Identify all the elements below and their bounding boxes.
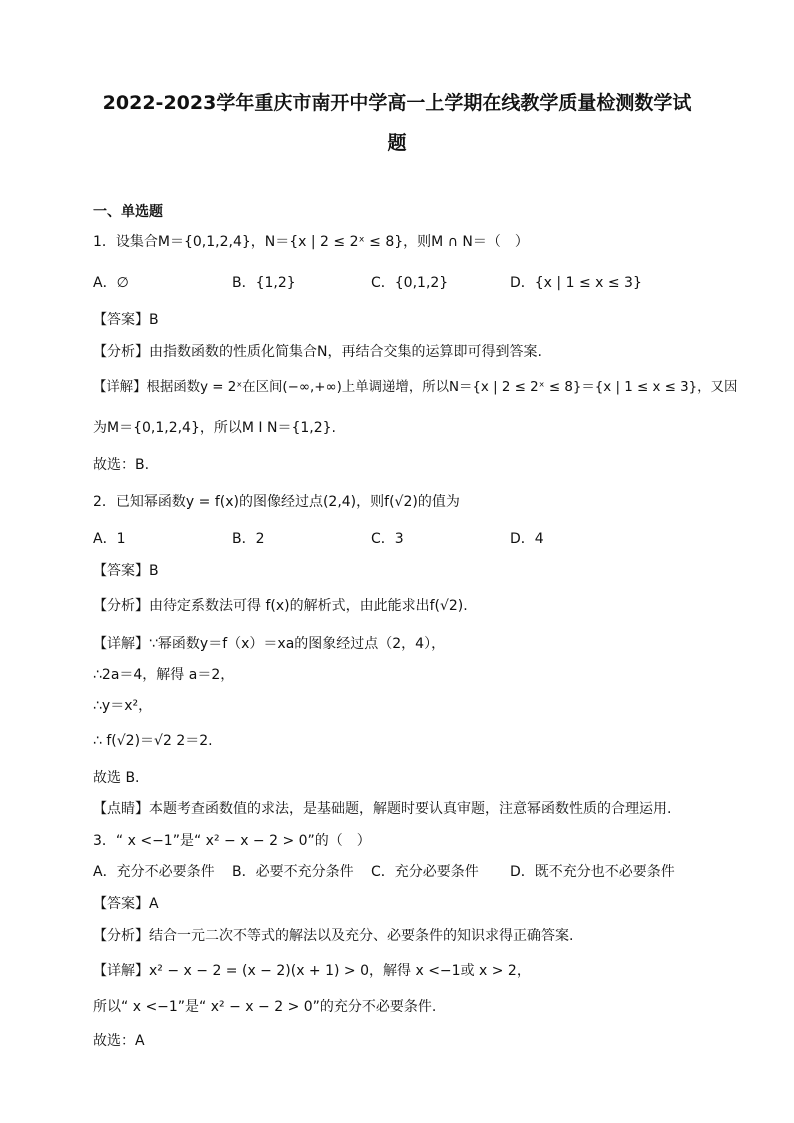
q2-answer: 【答案】B [93,563,159,579]
q3-detail-line2: 所以“ x <−1”是“ x² − x − 2 > 0”的充分不必要条件. [93,999,437,1015]
q3-option-c: C．充分必要条件 [371,864,479,880]
q1-option-b: B．{1,2} [232,275,296,291]
q2-option-d: D．4 [510,531,544,547]
document-title-line1: 2022-2023学年重庆市南开中学高一上学期在线教学质量检测数学试 [102,92,692,114]
document-title-line2: 题 [387,132,407,154]
q2-option-c: C．3 [371,531,404,547]
q2-stem: 2．已知幂函数y = f(x)的图像经过点(2,4)，则f(√2)的值为 [93,494,460,510]
q2-detail-line2: ∴2a＝4，解得 a＝2， [93,667,235,683]
section-heading: 一、单选题 [93,204,163,220]
q1-option-d: D．{x | 1 ≤ x ≤ 3} [510,275,642,291]
q3-option-b: B．必要不充分条件 [232,864,354,880]
q3-option-d: D．既不充分也不必要条件 [510,864,675,880]
q2-option-a: A．1 [93,531,126,547]
q2-detail-line1: 【详解】∵幂函数y＝f（x）＝xa的图象经过点（2，4）， [93,636,446,652]
q3-analysis: 【分析】结合一元二次不等式的解法以及充分、必要条件的知识求得正确答案. [93,928,574,944]
q2-choose: 故选 B. [93,770,140,786]
q3-stem: 3．“ x <−1”是“ x² − x − 2 > 0”的（ ） [93,833,371,849]
q3-choose: 故选：A [93,1033,145,1049]
q2-option-b: B．2 [232,531,265,547]
q2-detail-line4: ∴ f(√2)＝√2 2＝2. [93,733,213,749]
q1-choose: 故选：B. [93,457,150,473]
q3-option-a: A．充分不必要条件 [93,864,215,880]
q1-answer: 【答案】B [93,312,159,328]
q2-analysis: 【分析】由待定系数法可得 f(x)的解析式，由此能求出f(√2). [93,598,468,614]
q1-analysis: 【分析】由指数函数的性质化简集合N，再结合交集的运算即可得到答案. [93,344,542,360]
q2-detail-line3: ∴y＝x²， [93,698,153,714]
q1-option-a: A．∅ [93,275,129,291]
q3-detail-line1: 【详解】x² − x − 2 = (x − 2)(x + 1) > 0，解得 x <−1或 x > 2， [93,963,531,979]
q2-comment: 【点睛】本题考查函数值的求法，是基础题，解题时要认真审题，注意幂函数性质的合理运用. [93,801,672,817]
q3-answer: 【答案】A [93,896,159,912]
q1-detail-line1: 【详解】根据函数y = 2ˣ在区间(−∞,+∞)上单调递增，所以N＝{x | 2 ≤ 2ˣ ≤ 8}＝{x | 1 ≤ x ≤ 3}，又因 [93,380,738,395]
q1-detail-line2: 为M＝{0,1,2,4}，所以M I N＝{1,2}. [93,420,336,436]
q1-stem: 1．设集合M＝{0,1,2,4}，N＝{x | 2 ≤ 2ˣ ≤ 8}，则M ∩ N＝（ ） [93,234,529,250]
q1-option-c: C．{0,1,2} [371,275,449,291]
